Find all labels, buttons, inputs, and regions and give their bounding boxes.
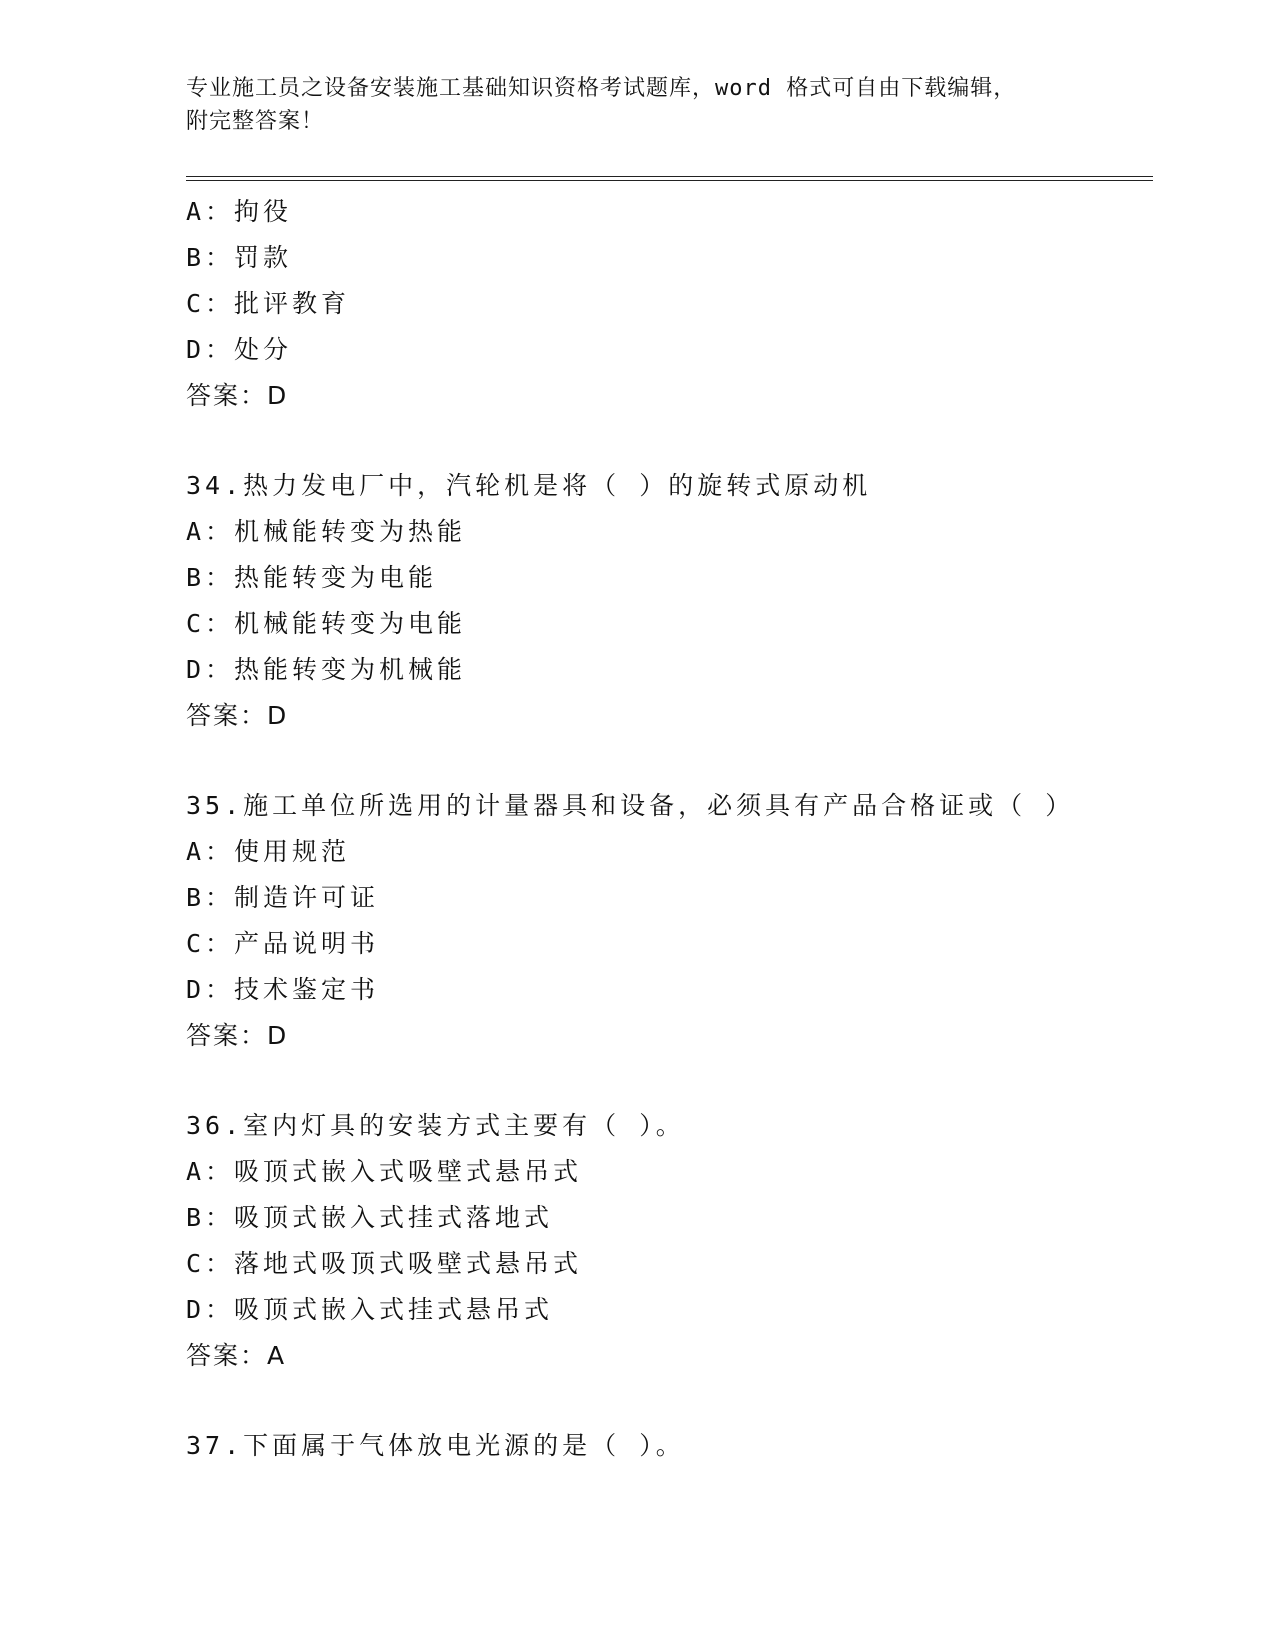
- option-a: A：机械能转变为热能: [186, 517, 467, 546]
- answer-line: 答案：D: [186, 701, 289, 730]
- question-stem: 36.室内灯具的安装方式主要有（ ）。: [186, 1111, 685, 1140]
- question-block-36: [186, 1103, 1153, 1379]
- option-d: D：吸顶式嵌入式挂式悬吊式: [186, 1295, 554, 1324]
- option-d: D：技术鉴定书: [186, 975, 380, 1004]
- question-stem: 34.热力发电厂中，汽轮机是将（ ）的旋转式原动机: [186, 471, 872, 500]
- option-a: A：使用规范: [186, 837, 351, 866]
- option-a: A：吸顶式嵌入式吸壁式悬吊式: [186, 1157, 583, 1186]
- option-d: D：热能转变为机械能: [186, 655, 467, 684]
- page-header: [186, 72, 1086, 138]
- option-c: C：落地式吸顶式吸壁式悬吊式: [186, 1249, 583, 1278]
- question-stem: 37.下面属于气体放电光源的是（ ）。: [186, 1431, 685, 1460]
- question-block-33: [186, 189, 1153, 419]
- question-block-34: [186, 463, 1153, 739]
- answer-line: 答案：A: [186, 1341, 287, 1370]
- header-divider: [186, 176, 1153, 181]
- option-b: B：吸顶式嵌入式挂式落地式: [186, 1203, 554, 1232]
- question-stem: 35.施工单位所选用的计量器具和设备，必须具有产品合格证或（ ）: [186, 791, 1075, 820]
- option-a: A：拘役: [186, 197, 293, 226]
- option-b: B：热能转变为电能: [186, 563, 438, 592]
- answer-line: 答案：D: [186, 381, 289, 410]
- header-line-2: 附完整答案！: [186, 109, 325, 134]
- option-b: B：制造许可证: [186, 883, 380, 912]
- answer-line: 答案：D: [186, 1021, 289, 1050]
- option-c: C：机械能转变为电能: [186, 609, 467, 638]
- question-block-37: [186, 1423, 1153, 1469]
- question-content: [186, 189, 1153, 1469]
- option-c: C：产品说明书: [186, 929, 380, 958]
- header-line-1: 专业施工员之设备安装施工基础知识资格考试题库，word 格式可自由下载编辑，: [186, 76, 1017, 101]
- option-b: B：罚款: [186, 243, 293, 272]
- option-c: C：批评教育: [186, 289, 351, 318]
- question-block-35: [186, 783, 1153, 1059]
- option-d: D：处分: [186, 335, 293, 364]
